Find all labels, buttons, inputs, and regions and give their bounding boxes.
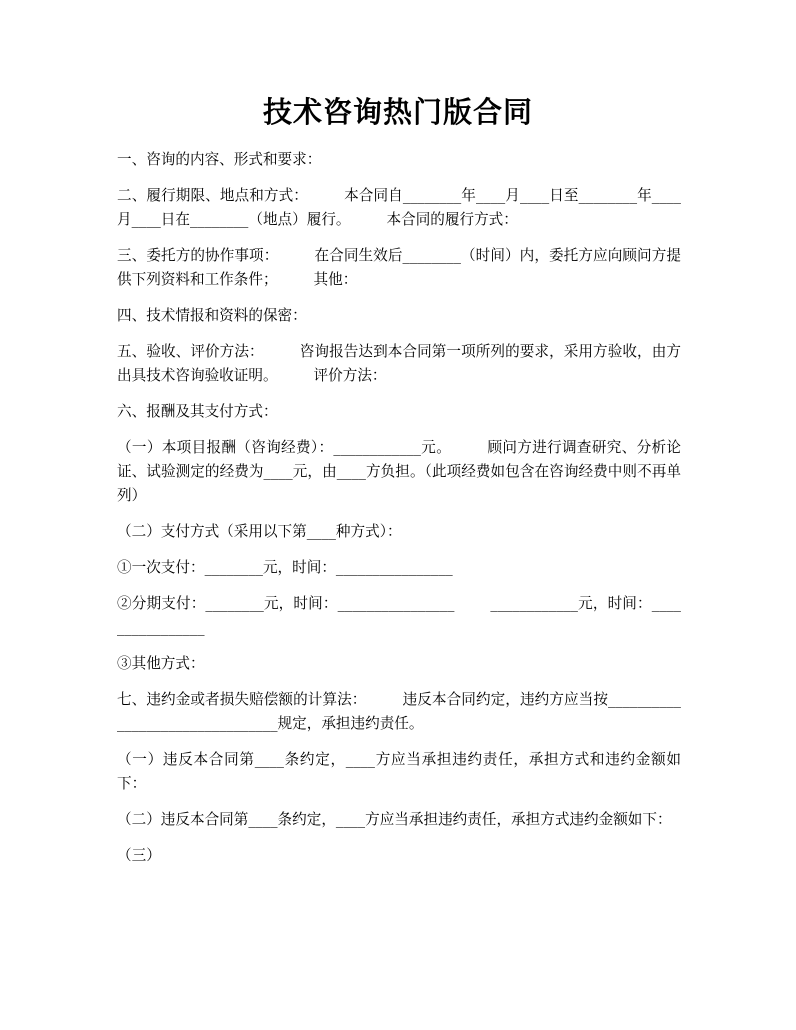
section-3-heading: 三、委托方的协作事项： — [117, 247, 279, 264]
section-6 — [117, 400, 681, 424]
section-7-2 — [117, 808, 681, 832]
section-7-body: 违反本合同约定，违约方应当按________________________________规定，承担违约责任。 — [117, 691, 681, 732]
section-6-1-fee: （一）本项目报酬（咨询经费）：____________元。 — [117, 439, 452, 456]
section-7-1-text: （一）违反本合同第____条约定，____方应当承担违约责任，承担方式和违约金额如下： — [117, 751, 681, 792]
payment-option-1-text: ①一次支付：________元，时间：________________ — [117, 559, 453, 576]
payment-option-1 — [117, 556, 681, 580]
payment-option-2-second: ____________元，时间：________________ — [117, 595, 681, 636]
payment-option-2 — [117, 592, 681, 640]
section-5-evaluation: 评价方法： — [313, 367, 387, 384]
section-6-2 — [117, 520, 681, 544]
section-7-3-text: （三） — [117, 847, 161, 864]
section-4 — [117, 304, 681, 328]
section-6-1-expense: 顾问方进行调查研究、分析论证、试验测定的经费为____元，由____方负担。（此项经费如包含在咨询经费中则不再单列） — [117, 439, 681, 504]
section-6-text: 六、报酬及其支付方式： — [117, 403, 278, 420]
section-7-2-text: （二）违反本合同第____条约定，____方应当承担违约责任，承担方式违约金额如下： — [117, 811, 672, 828]
section-2-method: 本合同的履行方式： — [386, 211, 518, 228]
section-4-text: 四、技术情报和资料的保密： — [117, 307, 307, 324]
section-7-heading: 七、违约金或者损失赔偿额的计算法： — [117, 691, 367, 708]
section-5 — [117, 340, 681, 388]
section-7-1 — [117, 748, 681, 796]
payment-option-3 — [117, 652, 681, 676]
section-2-period: 本合同自________年____月____日至________年____月____日在________（地点）履行。 — [117, 187, 681, 228]
section-1 — [117, 148, 681, 172]
section-7 — [117, 688, 681, 736]
section-5-body: 咨询报告达到本合同第一项所列的要求，采用方验收，由方出具技术咨询验收证明。 — [117, 343, 681, 384]
section-6-1 — [117, 436, 681, 508]
section-5-heading: 五、验收、评价方法： — [117, 343, 264, 360]
section-3-body: 在合同生效后________（时间）内，委托方应向顾问方提供下列资料和工作条件； — [117, 247, 681, 288]
section-6-2-text: （二）支付方式（采用以下第____种方式）： — [117, 523, 402, 540]
section-1-text: 一、咨询的内容、形式和要求： — [117, 151, 322, 168]
page-title: 技术咨询热门版合同 — [262, 95, 533, 129]
section-7-3 — [117, 844, 681, 868]
section-2 — [117, 184, 681, 232]
section-3-other: 其他： — [313, 271, 358, 288]
document-body — [117, 148, 681, 880]
payment-option-3-text: ③其他方式： — [117, 655, 205, 672]
section-3 — [117, 244, 681, 292]
payment-option-2-first: ②分期支付：________元，时间：________________ — [117, 595, 455, 612]
section-2-heading: 二、履行期限、地点和方式： — [117, 187, 308, 204]
